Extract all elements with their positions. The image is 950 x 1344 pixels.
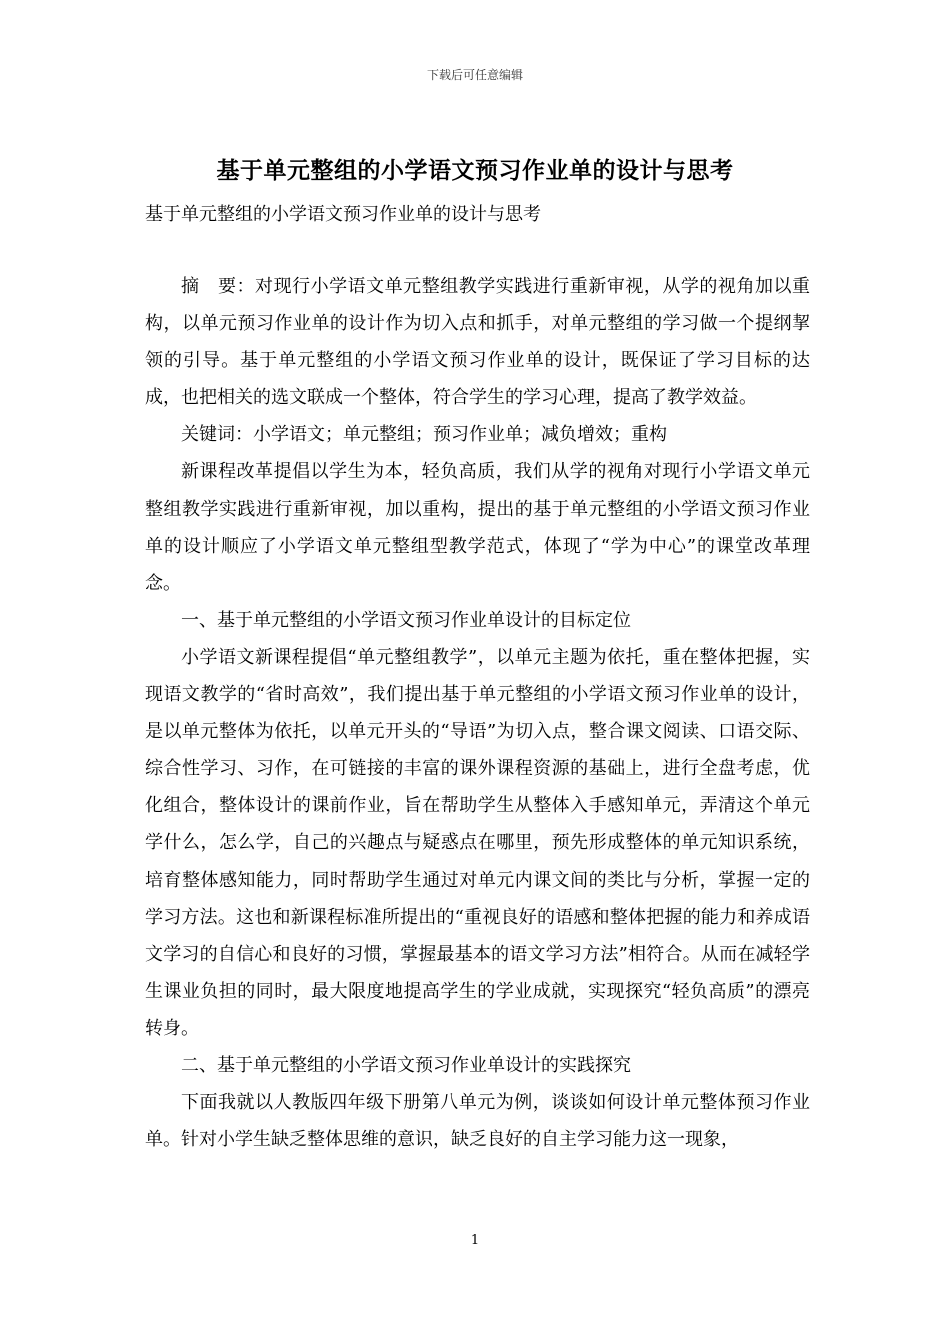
header-note: 下载后可任意编辑 <box>426 68 523 82</box>
keywords-paragraph: 关键词：小学语文；单元整组；预习作业单；减负增效；重构 <box>181 424 667 446</box>
section-heading-2: 二、基于单元整组的小学语文预习作业单设计的实践探究 <box>181 1054 631 1076</box>
intro-paragraph: 新课程改革提倡以学生为本，轻负高质，我们从学的视角对现行小学语文单元整组教学实践进行重新审视，加以重构，提出的基于单元整组的小学语文预习作业单的设计顺应了小学语文单元整组型教学范式，体现了“学为中心”的课堂改革理念。 <box>145 461 810 594</box>
page-number: 1 <box>470 1233 480 1248</box>
body-text <box>145 268 810 1158</box>
section-heading-1: 一、基于单元整组的小学语文预习作业单设计的目标定位 <box>181 609 631 631</box>
section-2-paragraph: 下面我就以人教版四年级下册第八单元为例，谈谈如何设计单元整体预习作业单。针对小学生缺乏整体思维的意识，缺乏良好的自主学习能力这一现象， <box>145 1092 810 1151</box>
abstract-paragraph: 摘 要：对现行小学语文单元整组教学实践进行重新审视，从学的视角加以重构，以单元预习作业单的设计作为切入点和抓手，对单元整组的学习做一个提纲挈领的引导。基于单元整组的小学语文预习作业单的设计，既保证了学习目标的达成，也把相关的选文联成一个整体，符合学生的学习心理，提高了教学效益。 <box>145 276 810 409</box>
section-1-paragraph: 小学语文新课程提倡“单元整组教学”，以单元主题为依托，重在整体把握，实现语文教学的“省时高效”，我们提出基于单元整组的小学语文预习作业单的设计，是以单元整体为依托，以单元开头的“导语”为切入点，整合课文阅读、口语交际、综合性学习、习作，在可链接的丰富的课外课程资源的基础上，进行全盘考虑，优化组合，整体设计的课前作业，旨在帮助学生从整体入手感知单元，弄清这个单元学什么，怎么学，自己的兴趣点与疑惑点在哪里，预先形成整体的单元知识系统，培育整体感知能力，同时帮助学生通过对单元内课文间的类比与分析，掌握一定的学习方法。这也和新课程标准所提出的“重视良好的语感和整体把握的能力和养成语文学习的自信心和良好的习惯，掌握最基本的语文学习方法”相符合。从而在减轻学生课业负担的同时，最大限度地提高学生的学业成就，实现探究“轻负高质”的漂亮转身。 <box>145 646 810 1039</box>
document-title: 基于单元整组的小学语文预习作业单的设计与思考 <box>216 157 734 184</box>
document-subtitle: 基于单元整组的小学语文预习作业单的设计与思考 <box>145 204 541 225</box>
